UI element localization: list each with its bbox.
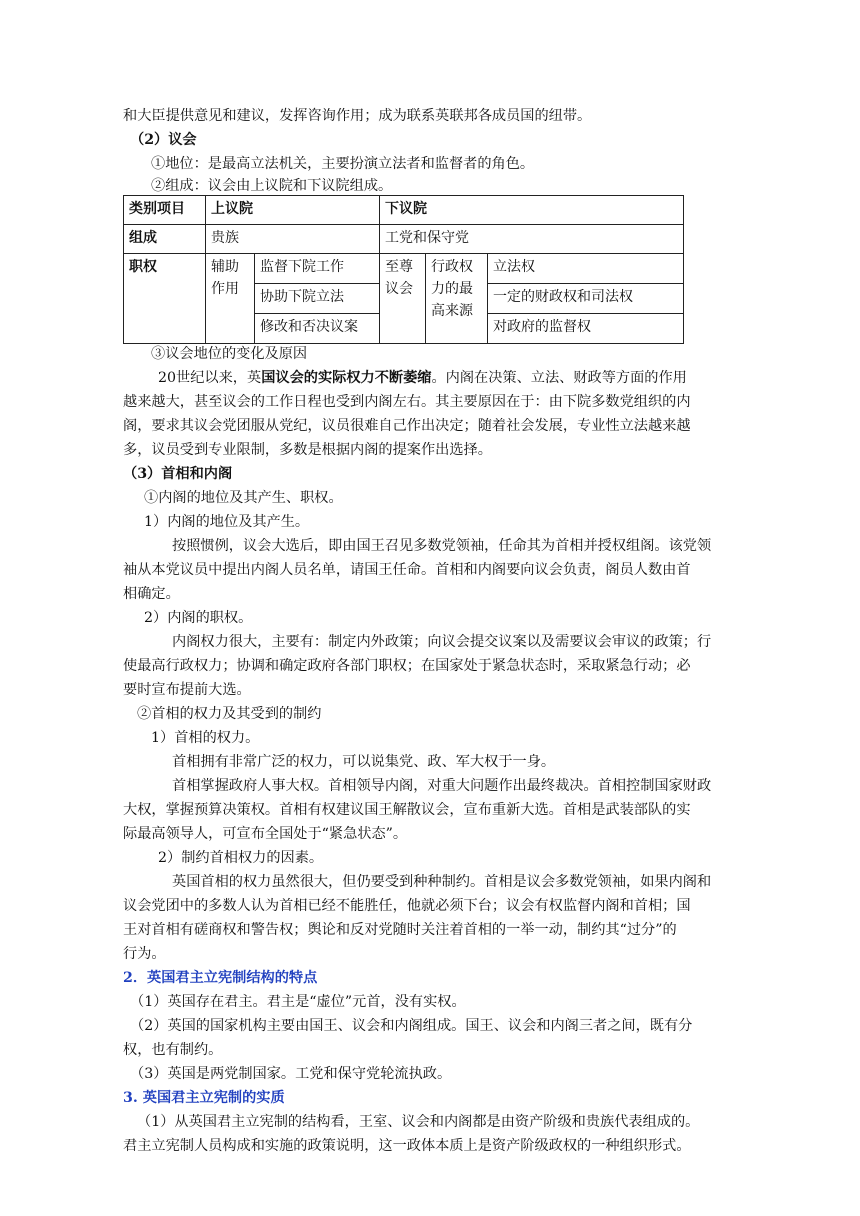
text-span: 20世纪以来，英 — [158, 370, 262, 386]
paragraph-line: 按照惯例，议会大选后，即由国王召见多数党领袖，任命其为首相并授权组阁。该党领 — [172, 538, 712, 554]
table-header-cell: 上议院 — [206, 196, 380, 225]
paragraph-line: 2）制约首相权力的因素。 — [158, 850, 324, 866]
table-cell: 工党和保守党 — [380, 225, 684, 254]
paragraph-line: 议会党团中的多数人认为首相已经不能胜任，他就必须下台；议会有权监督内阁和首相；国 — [123, 898, 691, 914]
paragraph-line — [158, 366, 687, 390]
paragraph-line: ③议会地位的变化及原因 — [151, 346, 308, 362]
paragraph-line: ①地位：是最高立法机关，主要扮演立法者和监督者的角色。 — [151, 156, 535, 172]
table-row-label: 职权 — [124, 254, 206, 344]
paragraph-line: ①内阁的地位及其产生、职权。 — [144, 490, 343, 506]
paragraph-line: （3）英国是两党制国家。工党和保守党轮流执政。 — [130, 1066, 452, 1082]
paragraph-line: （1）英国存在君主。君主是“虚位”元首，没有实权。 — [130, 994, 466, 1010]
paragraph-line: 要时宣布提前大选。 — [123, 682, 251, 698]
table-cell: 行政权力的最高来源 — [426, 254, 488, 344]
paragraph-line: 袖从本党议员中提出内阁人员名单，请国王任命。首相和内阁要向议会负责，阁员人数由首 — [123, 562, 691, 578]
table-cell: 辅助作用 — [206, 254, 255, 344]
paragraph-line: 首相掌握政府人事大权。首相领导内阁，对重大问题作出最终裁决。首相控制国家财政 — [172, 778, 712, 794]
paragraph-line: 君主立宪制人员构成和实施的政策说明，这一政体本质上是资产阶级政权的一种组织形式。 — [123, 1138, 691, 1154]
paragraph-line: 际最高领导人，可宣布全国处于“紧急状态”。 — [123, 826, 408, 842]
table-header-cell: 类别项目 — [124, 196, 206, 225]
table-cell: 监督下院工作 — [255, 254, 380, 284]
paragraph-line: 2）内阁的职权。 — [144, 610, 253, 626]
paragraph-line: （2）英国的国家机构主要由国王、议会和内阁组成。国王、议会和内阁三者之间，既有分 — [130, 1018, 693, 1034]
table-cell: 至尊议会 — [380, 254, 426, 344]
paragraph-line: 阁，要求其议会党团服从党纪，议员很难自己作出决定；随着社会发展，专业性立法越来越 — [123, 418, 691, 434]
text-span: 。内阁在决策、立法、财政等方面的作用 — [431, 370, 687, 386]
table-cell: 一定的财政权和司法权 — [488, 284, 684, 314]
table-cell: 立法权 — [488, 254, 684, 284]
paragraph-line: 大权，掌握预算决策权。首相有权建议国王解散议会，宣布重新大选。首相是武装部队的实 — [123, 802, 691, 818]
parliament-table — [123, 195, 684, 344]
table-cell: 贵族 — [206, 225, 380, 254]
paragraph-line: ②首相的权力及其受到的制约 — [137, 706, 322, 722]
emphasis-text: 国议会的实际权力不断萎缩 — [261, 370, 432, 386]
paragraph-line: 行为。 — [123, 946, 166, 962]
table-cell: 对政府的监督权 — [488, 314, 684, 344]
paragraph-line: 王对首相有磋商权和警告权；舆论和反对党随时关注着首相的一举一动，制约其“过分”的 — [123, 922, 677, 938]
paragraph-line: 1）内阁的地位及其产生。 — [144, 514, 310, 530]
table-row — [124, 254, 684, 284]
section-heading-cabinet: （3）首相和内阁 — [123, 466, 233, 482]
table-cell: 协助下院立法 — [255, 284, 380, 314]
section-heading-essence: 3. 英国君主立宪制的实质 — [123, 1090, 285, 1106]
paragraph-line: 英国首相的权力虽然很大，但仍要受到种种制约。首相是议会多数党领袖，如果内阁和 — [172, 874, 712, 890]
table-row — [124, 225, 684, 254]
paragraph-line: 越来越大，甚至议会的工作日程也受到内阁左右。其主要原因在于：由下院多数党组织的内 — [123, 394, 691, 410]
section-heading-parliament: （2）议会 — [130, 132, 197, 148]
paragraph-line: 多，议员受到专业限制，多数是根据内阁的提案作出选择。 — [123, 442, 492, 458]
table-cell: 修改和否决议案 — [255, 314, 380, 344]
table-row-label: 组成 — [124, 225, 206, 254]
paragraph-line: 首相拥有非常广泛的权力，可以说集党、政、军大权于一身。 — [172, 754, 556, 770]
paragraph-line: 使最高行政权力；协调和确定政府各部门职权；在国家处于紧急状态时，采取紧急行动；必 — [123, 658, 691, 674]
paragraph-line: 和大臣提供意见和建议，发挥咨询作用；成为联系英联邦各成员国的纽带。 — [123, 108, 592, 124]
paragraph-line: （1）从英国君主立宪制的结构看，王室、议会和内阁都是由资产阶级和贵族代表组成的。 — [137, 1114, 700, 1130]
paragraph-line: 内阁权力很大，主要有：制定内外政策；向议会提交议案以及需要议会审议的政策；行 — [172, 634, 712, 650]
table-header-row — [124, 196, 684, 225]
paragraph-line: 权，也有制约。 — [123, 1042, 223, 1058]
paragraph-line: 1）首相的权力。 — [151, 730, 260, 746]
section-heading-features: 2．英国君主立宪制结构的特点 — [123, 970, 318, 986]
paragraph-line: ②组成：议会由上议院和下议院组成。 — [151, 178, 393, 194]
paragraph-line: 相确定。 — [123, 586, 180, 602]
table-header-cell: 下议院 — [380, 196, 684, 225]
